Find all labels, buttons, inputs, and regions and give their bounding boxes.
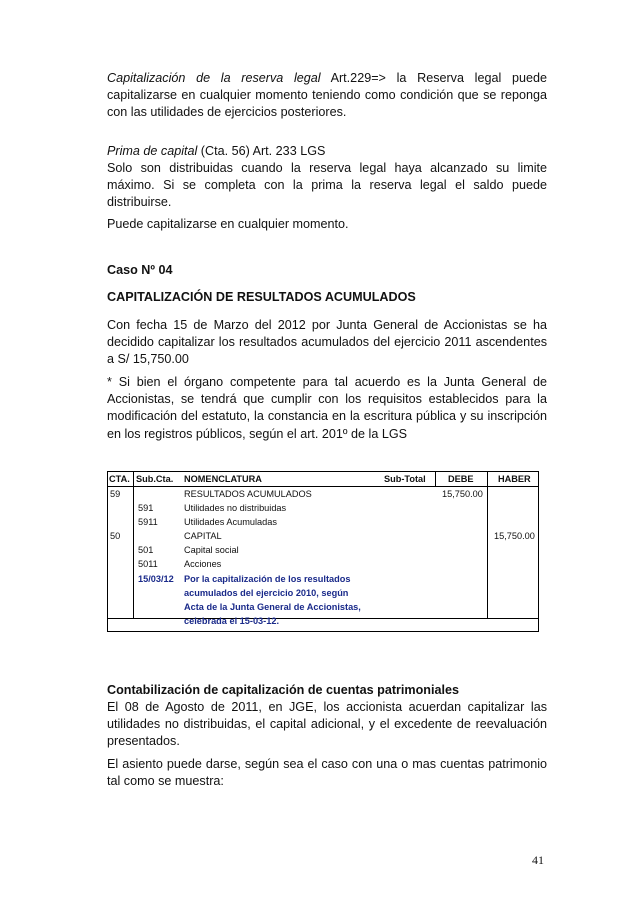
header-nomenclatura: NOMENCLATURA — [184, 474, 262, 484]
header-haber: HABER — [498, 474, 531, 484]
term-capitalizacion-reserva: Capitalización de la reserva legal — [107, 71, 321, 85]
header-subtotal: Sub-Total — [384, 474, 426, 484]
row-nomenclatura: Utilidades Acumuladas — [184, 517, 277, 527]
ledger-col-divider — [133, 472, 134, 618]
ledger-table — [107, 471, 539, 632]
header-debe: DEBE — [448, 474, 474, 484]
section2-title: Contabilización de capitalización de cuentas patrimoniales — [107, 683, 460, 697]
page-number: 41 — [532, 853, 544, 867]
row-haber: 15,750.00 — [494, 531, 535, 541]
gloss-line: acumulados del ejercicio 2010, según — [184, 588, 349, 598]
row-debe: 15,750.00 — [442, 489, 483, 499]
paragraph-prima-capital-body: Solo son distribuidas cuando la reserva legal haya alcanzado su limite máximo. Si se completa con la prima la reserva legal el saldo puede distribuirse. — [107, 161, 547, 210]
gloss-line: celebrada el 15-03-12. — [184, 616, 279, 626]
paragraph-fecha-junta: Con fecha 15 de Marzo del 2012 por Junta General de Accionistas se ha decidido capitalizar los resultados acumulados del ejercicio 2011 ascendentes a S/ 15,750.00 — [107, 318, 547, 367]
header-cta: CTA. — [109, 474, 130, 484]
ledger-col-divider — [487, 472, 488, 618]
row-nomenclatura: CAPITAL — [184, 531, 222, 541]
row-nomenclatura: RESULTADOS ACUMULADOS — [184, 489, 312, 499]
case-title: Caso Nº 04 — [107, 263, 173, 277]
row-subcta: 5011 — [138, 559, 158, 569]
paragraph-reserva-text: Art.229=> la Reserva legal puede capitalizarse en cualquier momento teniendo como condición que se reponga con las utilidades de ejercicios posteriores. — [107, 71, 548, 120]
prima-capital-ref: (Cta. 56) Art. 233 LGS — [197, 144, 326, 158]
paragraph-prima-capital-title — [107, 143, 547, 160]
gloss-line: Acta de la Junta General de Accionistas, — [184, 602, 361, 612]
paragraph-reserva-legal — [107, 70, 547, 122]
term-prima-capital: Prima de capital — [107, 144, 198, 158]
paragraph-asiento: El asiento puede darse, según sea el caso con una o mas cuentas patrimonio tal como se muestra: — [107, 757, 547, 789]
paragraph-capitalizarse: Puede capitalizarse en cualquier momento. — [107, 217, 349, 231]
row-nomenclatura: Utilidades no distribuidas — [184, 503, 287, 513]
row-subcta: 5911 — [138, 517, 158, 527]
row-nomenclatura: Capital social — [184, 545, 239, 555]
row-nomenclatura: Acciones — [184, 559, 222, 569]
ledger-col-divider — [435, 472, 436, 486]
paragraph-jge: El 08 de Agosto de 2011, en JGE, los accionista acuerdan capitalizar las utilidades no distribuidas, el capital adicional, y el excedente de reevaluación presentados. — [107, 700, 547, 749]
section-title: CAPITALIZACIÓN DE RESULTADOS ACUMULADOS — [107, 290, 416, 304]
gloss-line: Por la capitalización de los resultados — [184, 574, 351, 584]
ledger-bottom-rule — [108, 618, 538, 619]
header-subcta: Sub.Cta. — [136, 474, 174, 484]
gloss-date: 15/03/12 — [138, 574, 174, 584]
row-subcta: 501 — [138, 545, 154, 555]
row-subcta: 591 — [138, 503, 154, 513]
row-cta: 50 — [110, 531, 121, 541]
row-cta: 59 — [110, 489, 121, 499]
paragraph-organo-competente: * Si bien el órgano competente para tal acuerdo es la Junta General de Accionistas, se tendrá que cumplir con los requisitos establecidos para la modificación del estatuto, la constancia en la escritura pública y su inscripción en los registros públicos, según el art. 201º de la LGS — [107, 375, 547, 441]
